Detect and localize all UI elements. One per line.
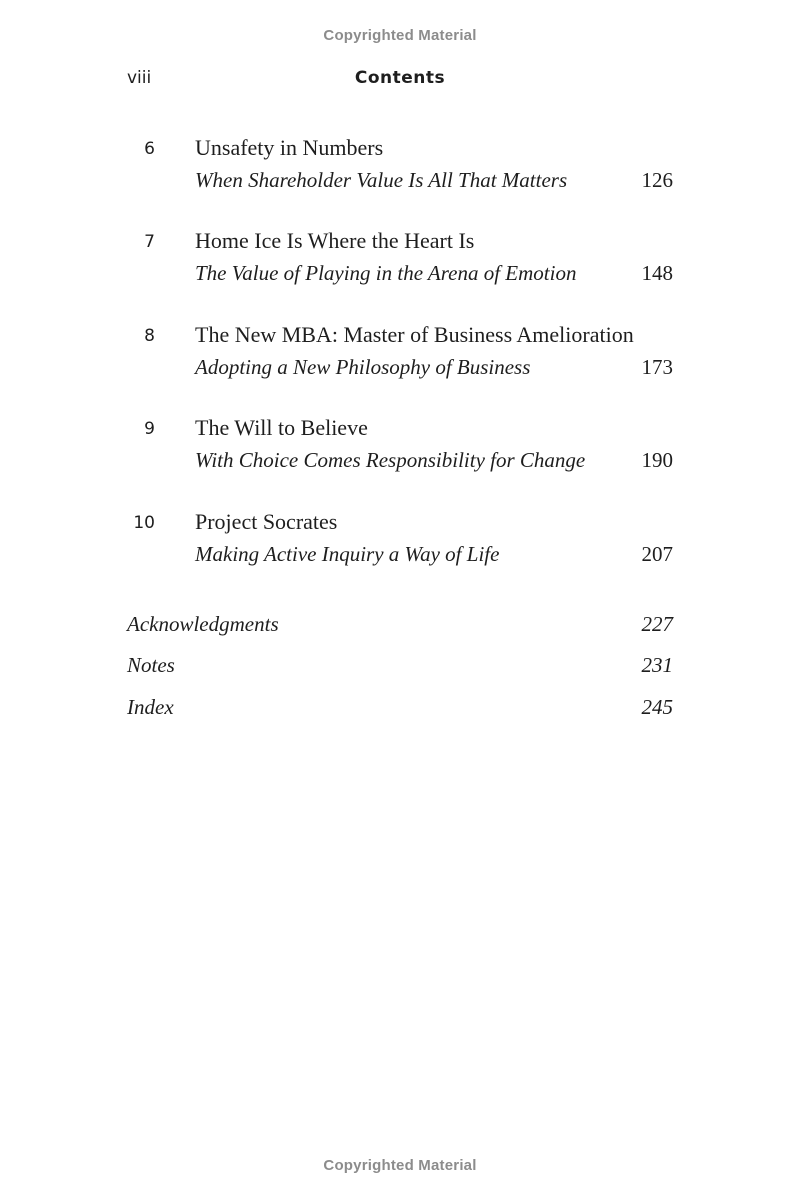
chapter-title: The Will to Believe [195,415,368,440]
backmatter-page-number: 227 [641,612,673,636]
chapter-title: The New MBA: Master of Business Amelioration [195,322,634,347]
backmatter-label: Acknowledgments [127,612,279,636]
page-title: Contents [354,68,446,88]
chapter-title: Unsafety in Numbers [195,135,384,160]
chapter-subtitle: The Value of Playing in the Arena of Emotion [195,261,577,285]
backmatter-page-number: 245 [641,695,673,719]
chapter-page-number: 173 [641,355,673,379]
chapter-number: 10 [133,513,155,533]
copyright-watermark-bottom: Copyrighted Material [323,1157,477,1174]
chapter-number: 9 [144,419,155,439]
chapter-title: Home Ice Is Where the Heart Is [195,228,475,253]
chapter-page-number: 190 [641,448,673,472]
toc-entry-notes [127,653,673,683]
chapter-page-number: 148 [641,261,673,285]
page-folio: viii [127,68,152,88]
chapter-subtitle: Adopting a New Philosophy of Business [195,355,531,379]
chapter-title: Project Socrates [195,509,338,534]
chapter-subtitle: Making Active Inquiry a Way of Life [195,542,500,566]
toc-entry-chapter-8 [127,322,673,395]
backmatter-label: Notes [127,653,175,677]
chapter-subtitle: When Shareholder Value Is All That Matters [195,168,568,192]
running-head [127,68,673,92]
backmatter-page-number: 231 [641,653,673,677]
chapter-number: 8 [144,326,155,346]
toc-entry-chapter-6 [127,135,673,208]
toc-entry-chapter-9 [127,415,673,488]
toc-entry-chapter-10 [127,509,673,582]
toc-entry-chapter-7 [127,228,673,301]
toc-entry-index [127,695,673,725]
chapter-number: 7 [144,232,155,252]
chapter-page-number: 207 [641,542,673,566]
chapter-page-number: 126 [641,168,673,192]
copyright-watermark-top: Copyrighted Material [323,27,477,44]
toc-entry-acknowledgments [127,612,673,642]
chapter-subtitle: With Choice Comes Responsibility for Change [195,448,586,472]
backmatter-label: Index [127,695,174,719]
chapter-number: 6 [144,139,155,159]
